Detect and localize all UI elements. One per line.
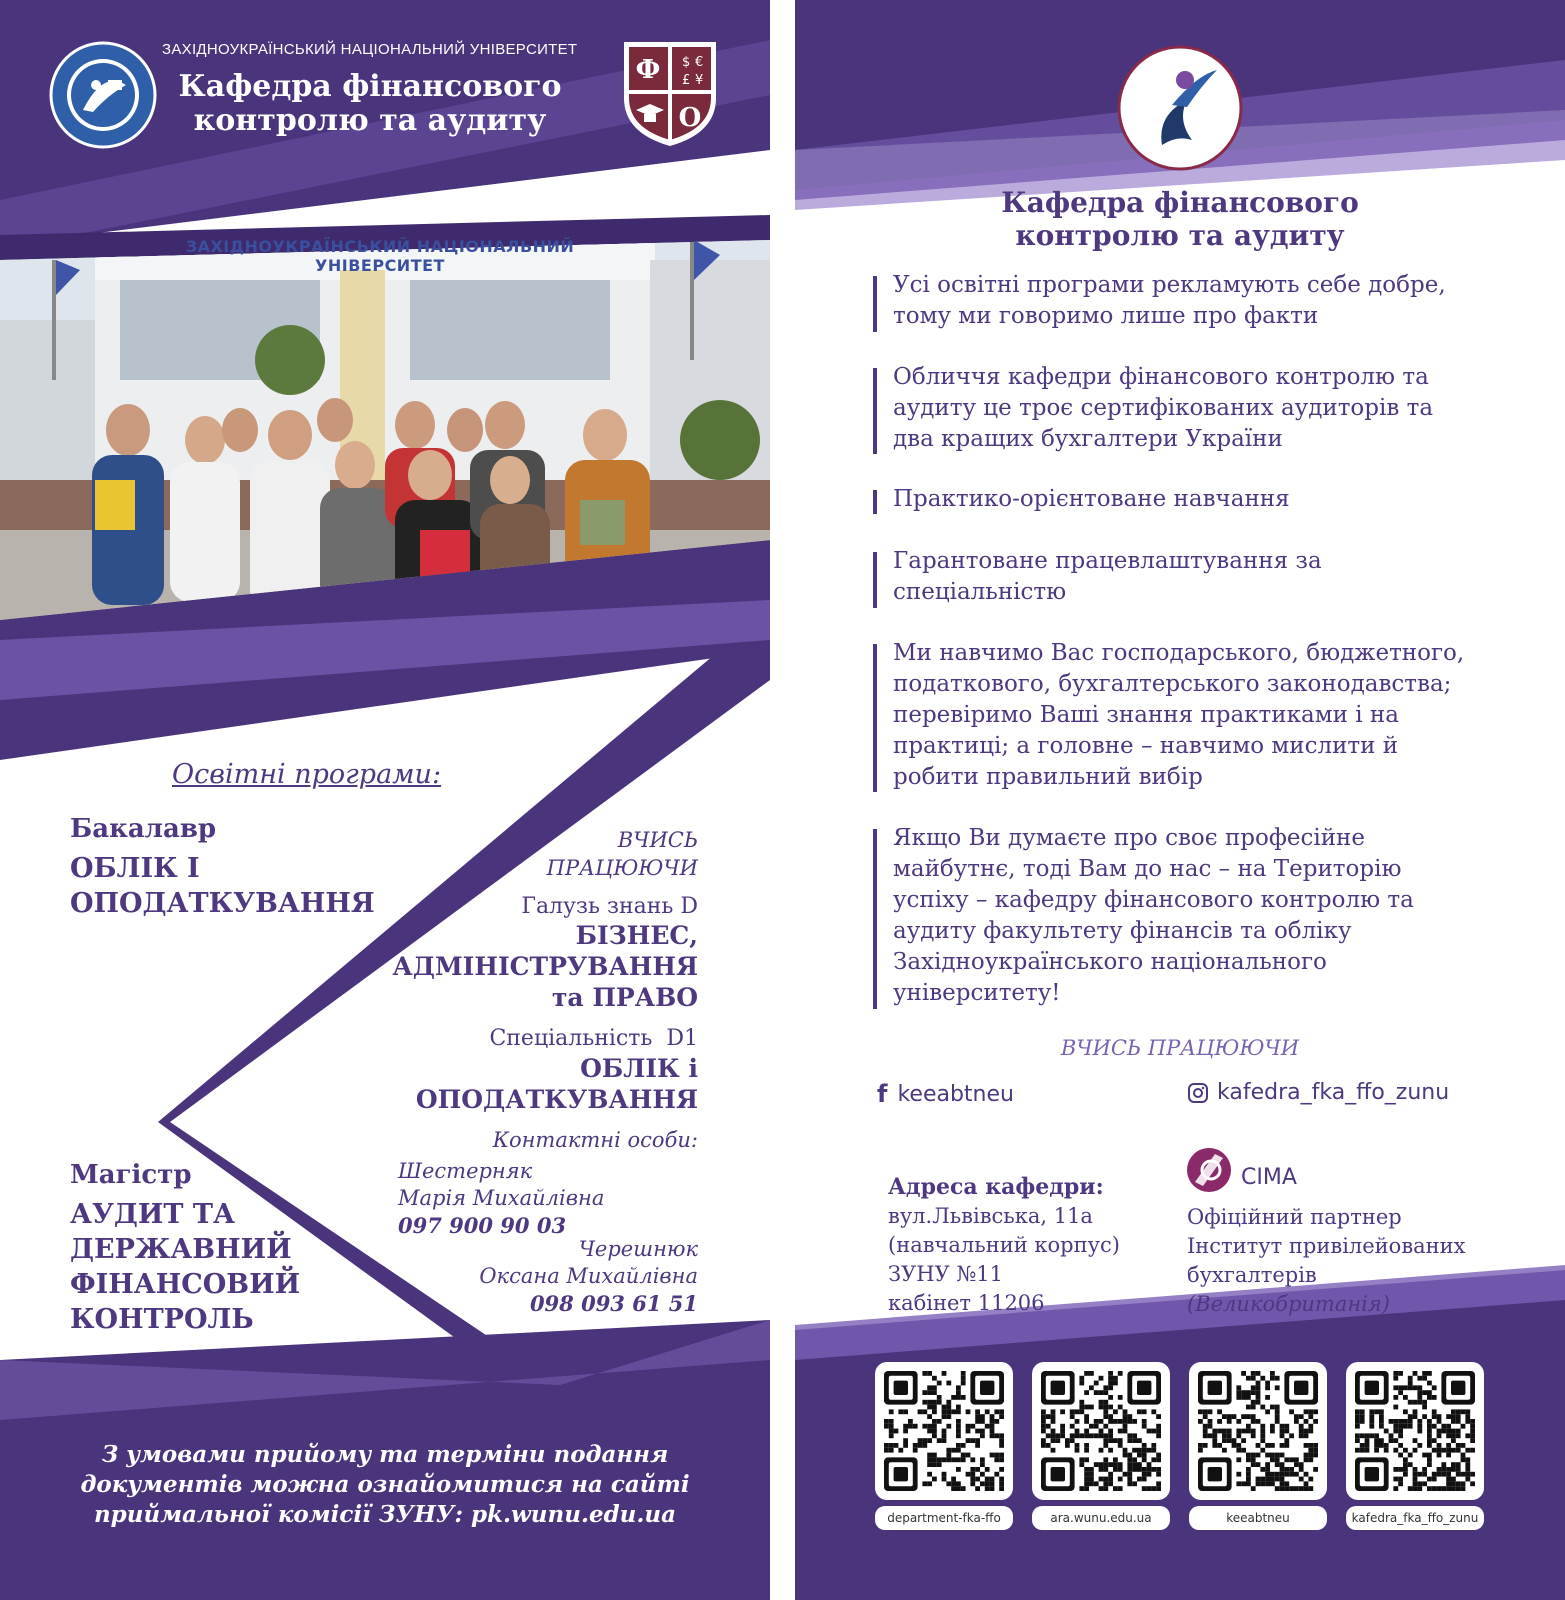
cima-logo [1185, 1146, 1297, 1194]
bachelor-program-line2: ОПОДАТКУВАННЯ [70, 888, 375, 919]
slogan-left [398, 826, 698, 882]
fact-6-line3: успіху – кафедру фінансового контролю та [893, 887, 1414, 913]
fact-4-line2: спеціальністю [893, 579, 1067, 605]
qr-code-1[interactable] [875, 1362, 1013, 1500]
qr-code-icon [875, 1362, 1013, 1500]
field-name-line3: та ПРАВО [551, 983, 698, 1012]
facebook-icon: f [877, 1080, 888, 1108]
building-sign: ЗАХІДНОУКРАЇНСЬКИЙ НАЦІОНАЛЬНИЙ УНІВЕРСИТЕТ [185, 237, 575, 275]
crest-euro: € [695, 55, 704, 70]
contact-1-name-line2: Марія Михайлівна [398, 1186, 605, 1210]
contact-2-phone[interactable]: 098 093 61 51 [529, 1291, 698, 1316]
address-line2: (навчальний корпус) [888, 1233, 1120, 1257]
fact-1-line2: тому ми говоримо лише про факти [893, 303, 1319, 329]
qr-code-3[interactable] [1189, 1362, 1327, 1500]
fact-5-line1: Ми навчимо Вас господарського, бюджетного, [893, 640, 1465, 666]
crest-yen: ¥ [695, 73, 704, 88]
crest-dollar: $ [682, 55, 691, 70]
right-title [795, 186, 1565, 252]
cima-partner-text [1187, 1203, 1466, 1319]
fact-1-line1: Усі освітні програми рекламують себе добре, [893, 272, 1446, 298]
master-program-line1: АУДИТ ТА [70, 1199, 235, 1230]
fact-5-line2: податкового, бухгалтерського законодавства; [893, 671, 1452, 697]
qr-code-4[interactable] [1346, 1362, 1484, 1500]
qr-code-icon [1189, 1362, 1327, 1500]
fact-2 [873, 362, 1533, 455]
left-panel [0, 0, 770, 1600]
contact-1-name-line1: Шестерняк [398, 1159, 533, 1183]
contact-1 [398, 1158, 698, 1239]
fact-6-line5: Західноукраїнського національного [893, 949, 1327, 975]
fact-6 [873, 823, 1533, 1009]
instagram-icon [1187, 1082, 1209, 1104]
department-crest-icon [620, 38, 720, 150]
master-degree: Магістр [70, 1160, 192, 1190]
bachelor-program-line1: ОБЛІК І [70, 853, 200, 884]
qr-code-icon [1032, 1362, 1170, 1500]
admission-footer-line3[interactable]: приймальної комісії ЗУНУ: pk.wunu.edu.ua [93, 1501, 677, 1528]
cima-line1: Офіційний партнер [1187, 1205, 1402, 1229]
crest-letter-f: Ф [635, 55, 661, 85]
qr-label-2: ara.wunu.edu.ua [1032, 1506, 1170, 1530]
slogan-right: ВЧИСЬ ПРАЦЮЮЧИ [1060, 1036, 1300, 1060]
admission-footer-line1: З умовами прийому та терміни подання [101, 1441, 669, 1468]
address-heading: Адреса кафедри: [888, 1174, 1104, 1200]
facebook-handle: keeabtneu [897, 1081, 1014, 1107]
specialty-name-line2: ОПОДАТКУВАННЯ [415, 1085, 698, 1114]
fact-5 [873, 638, 1533, 793]
fact-5-line5: робити правильний вибір [893, 764, 1203, 790]
qr-code-2[interactable] [1032, 1362, 1170, 1500]
address-line3: ЗУНУ №11 [888, 1262, 1004, 1286]
fact-2-line2: аудиту це троє сертифікованих аудиторів та [893, 395, 1434, 421]
fact-6-line2: майбутнє, тоді Вам до нас – на Територію [893, 856, 1402, 882]
cima-line3: бухгалтерів [1187, 1263, 1317, 1287]
qr-label-1: department-fka-ffo [875, 1506, 1013, 1530]
facebook-link[interactable] [877, 1080, 1014, 1108]
contact-2-name-line1: Черешнюк [578, 1237, 698, 1261]
instagram-handle: kafedra_fka_ffo_zunu [1217, 1080, 1450, 1105]
fact-3 [873, 484, 1533, 515]
department-title [170, 70, 570, 138]
qr-label-4: kafedra_fka_ffo_zunu [1346, 1506, 1484, 1530]
right-title-line1: Кафедра фінансового [1001, 186, 1359, 219]
fact-6-line6: університету! [893, 980, 1061, 1006]
university-seal-icon [48, 40, 158, 150]
specialty-name [338, 1053, 698, 1115]
university-name: ЗАХІДНОУКРАЇНСЬКИЙ НАЦІОНАЛЬНИЙ УНІВЕРСИТЕТ [162, 41, 578, 58]
crest-letter-o: О [678, 103, 702, 133]
field-label: Галузь знань D [521, 894, 698, 919]
fact-3-line1: Практико-орієнтоване навчання [893, 486, 1290, 512]
contact-1-phone[interactable]: 097 900 90 03 [398, 1213, 567, 1238]
instagram-link[interactable] [1187, 1080, 1449, 1105]
department-title-line2: контролю та аудиту [193, 103, 547, 138]
fact-5-line3: перевіримо Ваші знання практиками і на [893, 702, 1399, 728]
address-line4: кабінет 11206 [888, 1291, 1045, 1315]
department-logo-icon [1117, 45, 1243, 171]
master-program-line2: ДЕРЖАВНИЙ [70, 1234, 292, 1265]
fact-6-line4: аудиту факультету фінансів та обліку [893, 918, 1352, 944]
fact-4 [873, 546, 1533, 608]
admission-footer-line2: документів можна ознайомитися на сайті [80, 1471, 690, 1498]
address-block [888, 1173, 1120, 1318]
cima-logo-icon [1185, 1146, 1233, 1194]
contacts-heading: Контактні особи: [492, 1128, 698, 1152]
slogan-line2: ПРАЦЮЮЧИ [546, 856, 698, 880]
programs-heading: Освітні програми: [172, 759, 442, 790]
field-name-line1: БІЗНЕС, [575, 921, 698, 950]
master-program-line3: ФІНАНСОВИЙ [70, 1269, 301, 1300]
right-panel [795, 0, 1565, 1600]
bachelor-program [70, 851, 375, 921]
cima-logo-text: CIMA [1241, 1164, 1297, 1190]
department-title-line1: Кафедра фінансового [178, 69, 562, 104]
specialty-label: Спеціальність D1 [489, 1026, 698, 1051]
fact-2-line1: Обличчя кафедри фінансового контролю та [893, 364, 1429, 390]
qr-label-3: keeabtneu [1189, 1506, 1327, 1530]
fact-5-line4: практиці; а головне – навчимо мислити й [893, 733, 1399, 759]
qr-code-icon [1346, 1362, 1484, 1500]
cima-line2: Інститут привілейованих [1187, 1234, 1466, 1258]
fact-6-line1: Якщо Ви думаєте про своє професійне [893, 825, 1365, 851]
right-title-line2: контролю та аудиту [1015, 219, 1345, 252]
admission-footer [0, 1440, 770, 1530]
cima-country: (Великобританія) [1187, 1292, 1390, 1316]
fact-4-line1: Гарантоване працевлаштування за [893, 548, 1322, 574]
field-name-line2: АДМІНІСТРУВАННЯ [392, 952, 698, 981]
crest-pound: £ [682, 73, 691, 88]
master-program [70, 1197, 300, 1337]
fact-1 [873, 270, 1533, 332]
slogan-line1: ВЧИСЬ [617, 828, 698, 852]
field-name [338, 920, 698, 1013]
fact-2-line3: два кращих бухгалтери України [893, 426, 1283, 452]
master-program-line4: КОНТРОЛЬ [70, 1304, 254, 1335]
contact-2 [378, 1236, 698, 1317]
contact-2-name-line2: Оксана Михайлівна [479, 1264, 698, 1288]
specialty-name-line1: ОБЛІК і [580, 1054, 698, 1083]
bachelor-degree: Бакалавр [70, 814, 217, 844]
address-line1: вул.Львівська, 11а [888, 1204, 1093, 1228]
